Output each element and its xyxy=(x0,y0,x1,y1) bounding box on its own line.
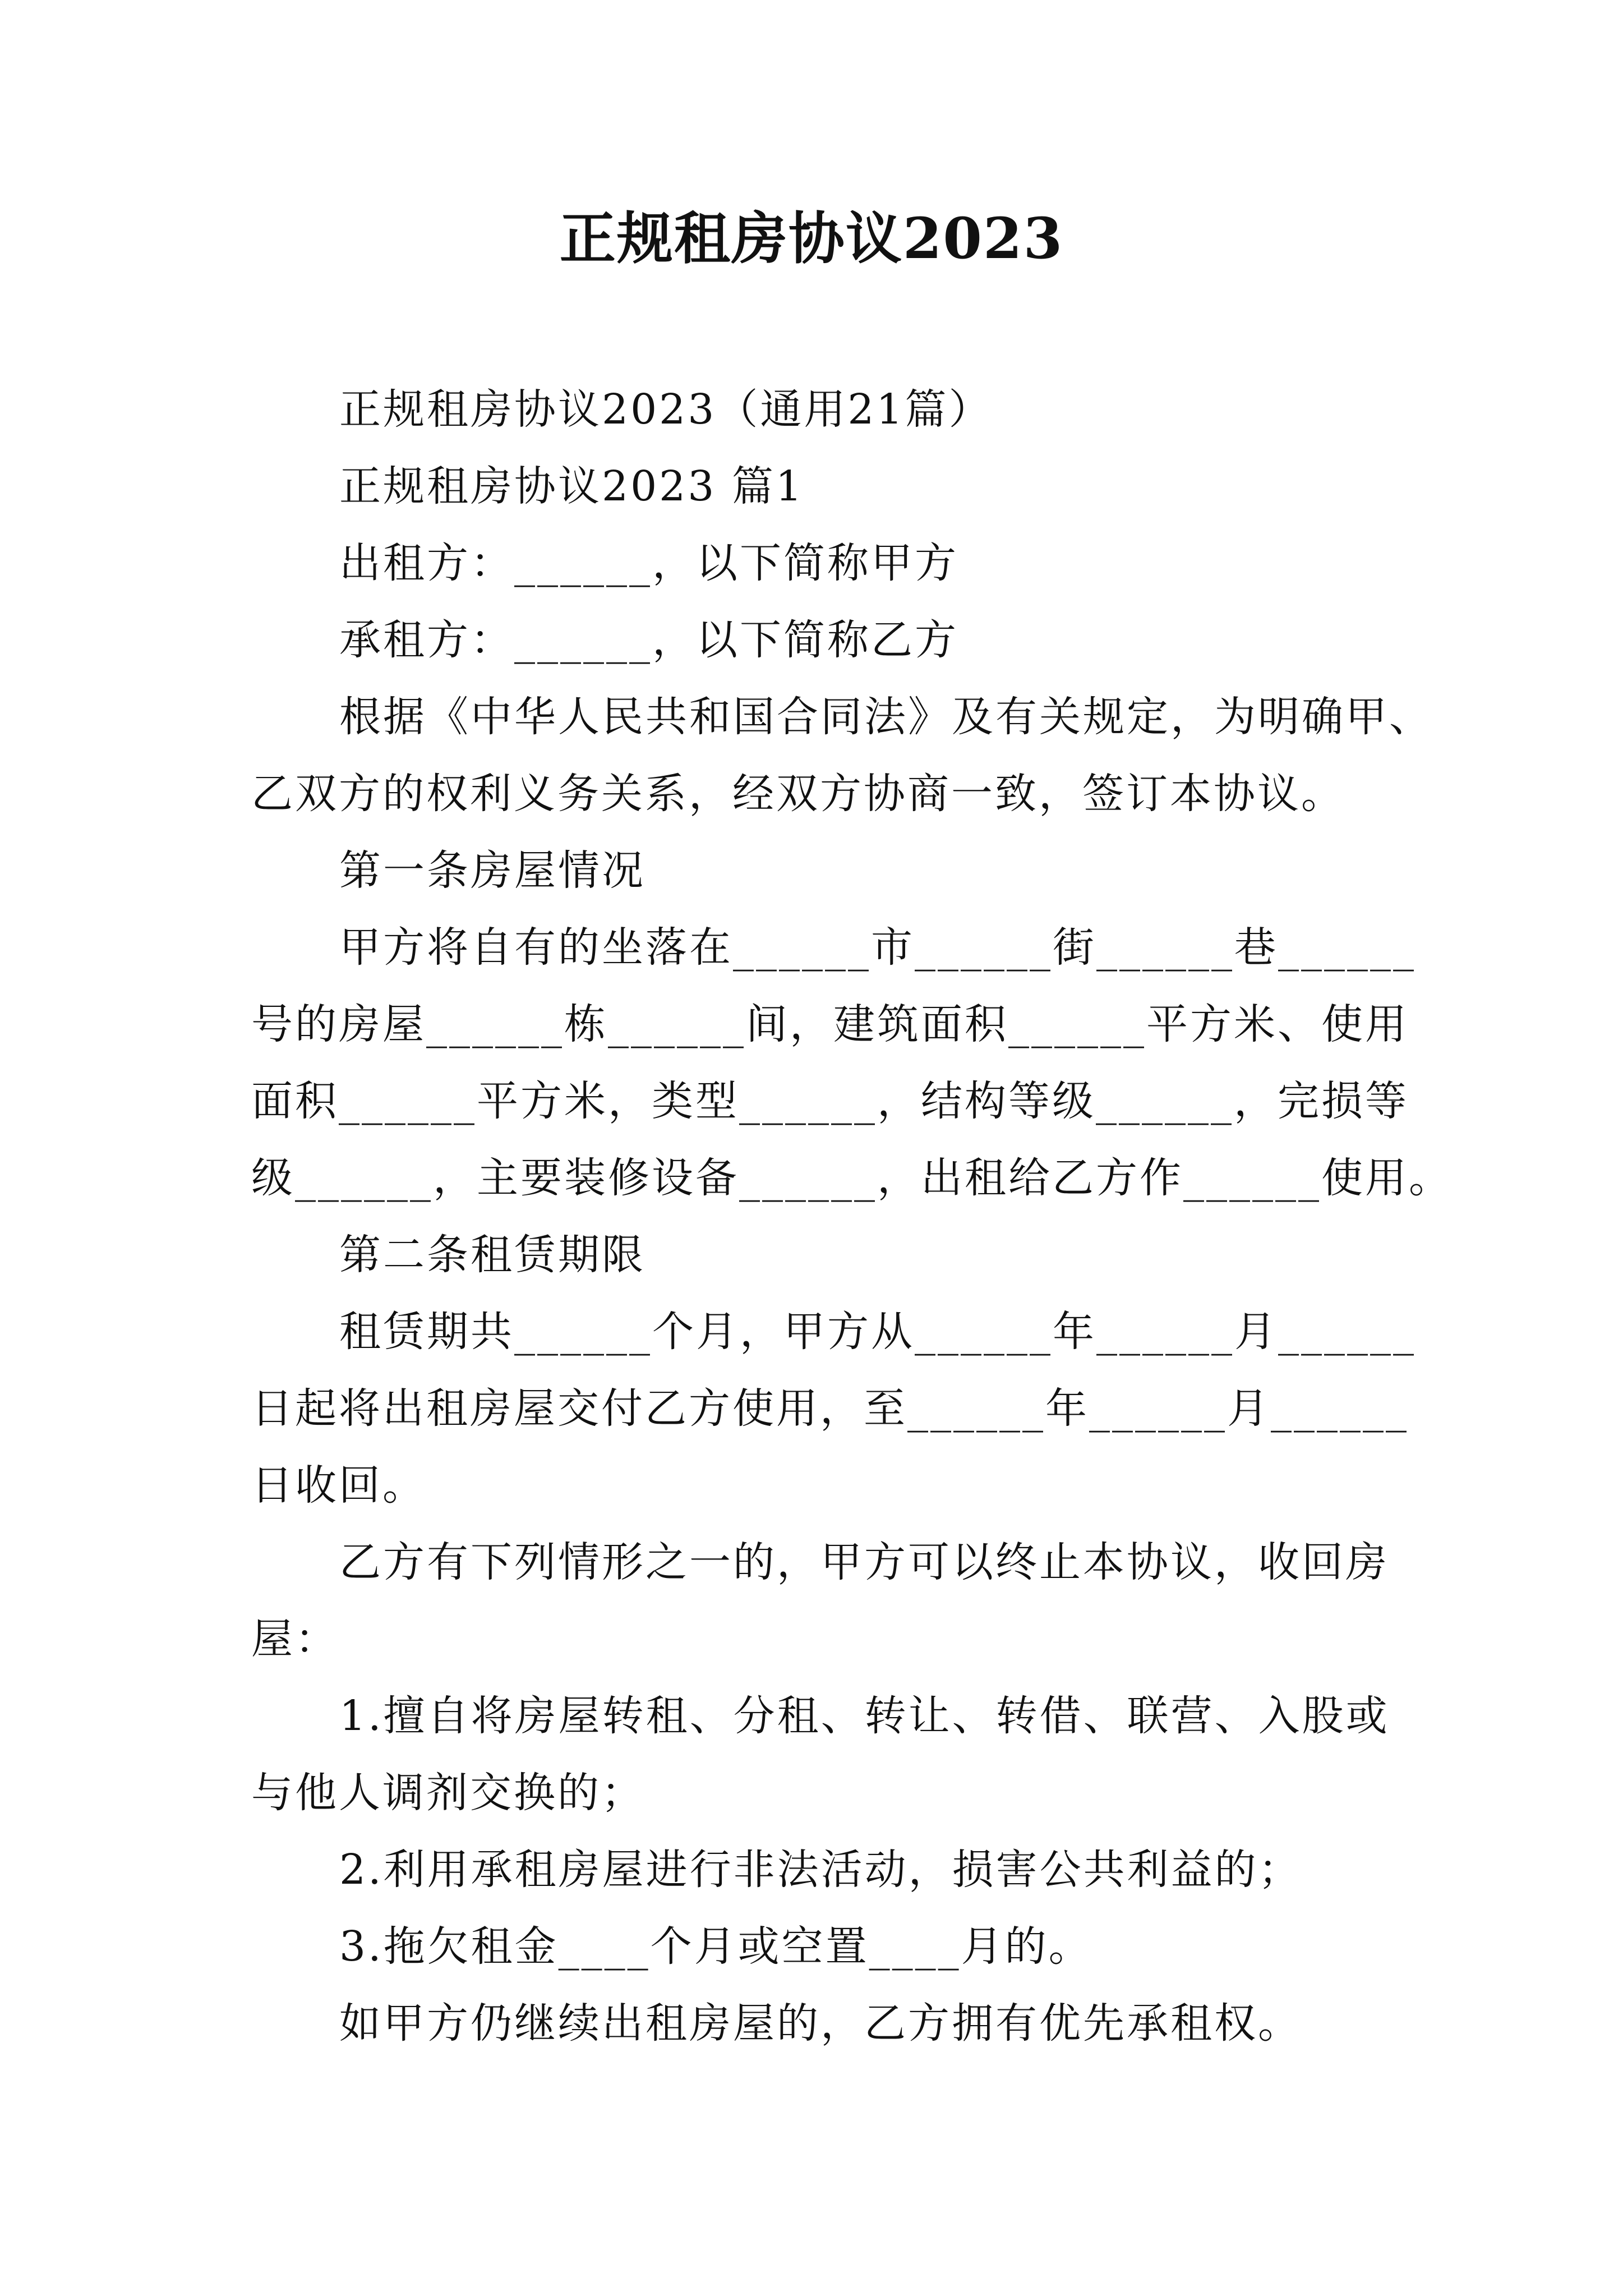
paragraph-line: 出租方：______，以下简称甲方 xyxy=(339,539,958,587)
list-item-continued: 与他人调剂交换的； xyxy=(251,1769,645,1817)
subtitle-line: 正规租房协议2023（通用21篇） xyxy=(339,385,993,434)
page-title: 正规租房协议2023 xyxy=(559,205,1064,272)
article-heading: 第一条房屋情况 xyxy=(339,846,645,895)
paragraph-line: 如甲方仍继续出租房屋的，乙方拥有优先承租权。 xyxy=(339,1999,1302,2047)
paragraph-line: 甲方将自有的坐落在______市______街______巷______ xyxy=(339,923,1416,972)
paragraph-line: 乙双方的权利义务关系，经双方协商一致，签订本协议。 xyxy=(251,770,1345,818)
paragraph-line: 号的房屋______栋______间，建筑面积______平方米、使用 xyxy=(251,1000,1409,1048)
paragraph-line: 根据《中华人民共和国合同法》及有关规定，为明确甲、 xyxy=(339,693,1433,741)
article-heading: 第二条租赁期限 xyxy=(339,1231,645,1279)
paragraph-line: 乙方有下列情形之一的，甲方可以终止本协议，收回房 xyxy=(339,1538,1389,1586)
paragraph-line: 日收回。 xyxy=(251,1461,426,1510)
paragraph-line: 承租方：______，以下简称乙方 xyxy=(339,616,958,664)
list-item: 3.拖欠租金____个月或空置____月的。 xyxy=(339,1922,1092,1971)
paragraph-line: 租赁期共______个月，甲方从______年______月______ xyxy=(339,1308,1416,1356)
paragraph-line: 屋： xyxy=(251,1615,339,1663)
section-heading: 正规租房协议2023 篇1 xyxy=(339,462,804,510)
paragraph-line: 级______，主要装修设备______，出租给乙方作______使用。 xyxy=(251,1154,1453,1202)
list-item: 2.利用承租房屋进行非法活动，损害公共利益的； xyxy=(339,1846,1302,1894)
paragraph-line: 面积______平方米，类型______，结构等级______，完损等 xyxy=(251,1077,1409,1125)
list-item: 1.擅自将房屋转租、分租、转让、转借、联营、入股或 xyxy=(339,1692,1390,1740)
paragraph-line: 日起将出租房屋交付乙方使用，至______年______月______ xyxy=(251,1384,1409,1433)
